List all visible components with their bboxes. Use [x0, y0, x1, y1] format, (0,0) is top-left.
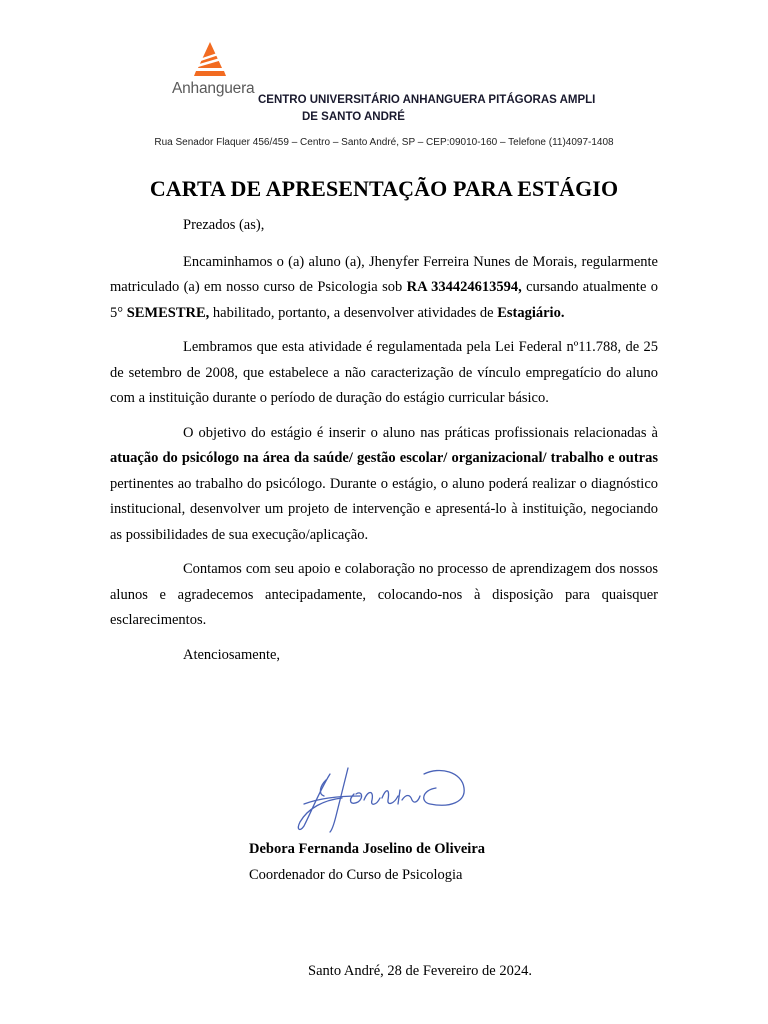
institution-name-line2: DE SANTO ANDRÉ [302, 111, 405, 123]
p1-text-c: habilitado, portanto, a desenvolver atividades de [209, 304, 498, 321]
handwritten-signature [290, 760, 470, 834]
p3-bold-areas: atuação do psicólogo na área da saúde/ gestão escolar/ organizacional/ trabalho e outras [110, 450, 658, 466]
paragraph-thanks: Contamos com seu apoio e colaboração no processo de aprendizagem dos nossos alunos e agradecemos antecipadamente, colocando-nos à disposição para quaisquer esclarecimentos. [110, 561, 658, 628]
semester-label: SEMESTRE, [126, 304, 210, 321]
closing: Atenciosamente, [183, 646, 281, 663]
letter-date: Santo André, 28 de Fevereiro de 2024. [308, 963, 532, 979]
estagiario-label: Estagiário. [497, 304, 565, 321]
anhanguera-logo [172, 42, 255, 104]
greeting: Prezados (as), [183, 217, 265, 233]
logo-wordmark: Anhanguera [172, 80, 255, 97]
anhanguera-triangle-icon [192, 42, 232, 80]
p3-text-b: pertinentes ao trabalho do psicólogo. Durante o estágio, o aluno poderá realizar o diagnóstico institucional, desenvolver um projeto de intervenção e apresentá-lo à instituição, negociando as possibilidades de sua execução/aplicação. [110, 475, 658, 543]
p3-text-a: O objetivo do estágio é inserir o aluno nas práticas profissionais relacionadas à [183, 424, 658, 441]
institution-address: Rua Senador Flaquer 456/459 – Centro – Santo André, SP – CEP:09010-160 – Telefone (11)4097-1408 [154, 137, 614, 148]
student-ra: RA 334424613594, [406, 279, 522, 295]
paragraph-objective [110, 421, 658, 549]
document-title: CARTA DE APRESENTAÇÃO PARA ESTÁGIO [149, 176, 619, 201]
paragraph-law: Lembramos que esta atividade é regulamentada pela Lei Federal nº11.788, de 25 de setembro de 2008, que estabelece a não caracterização de vínculo empregatício do aluno com a instituição durante o período de duração do estágio curricular básico. [110, 339, 658, 406]
p1-text-a: Encaminhamos o (a) aluno (a), Jhenyfer Ferreira Nunes de Morais, regularmente matriculado (a) em nosso curso de Psicologia sob [110, 253, 658, 295]
signer-name: Debora Fernanda Joselino de Oliveira [249, 841, 486, 857]
p1-text-b: cursando atualmente o 5° [110, 279, 658, 321]
institution-name [258, 92, 618, 126]
signer-role: Coordenador do Curso de Psicologia [249, 867, 463, 883]
institution-name-line1: CENTRO UNIVERSITÁRIO ANHANGUERA PITÁGORAS AMPLI [258, 94, 596, 106]
paragraph-enrollment [110, 250, 658, 327]
letter-body [110, 213, 658, 677]
